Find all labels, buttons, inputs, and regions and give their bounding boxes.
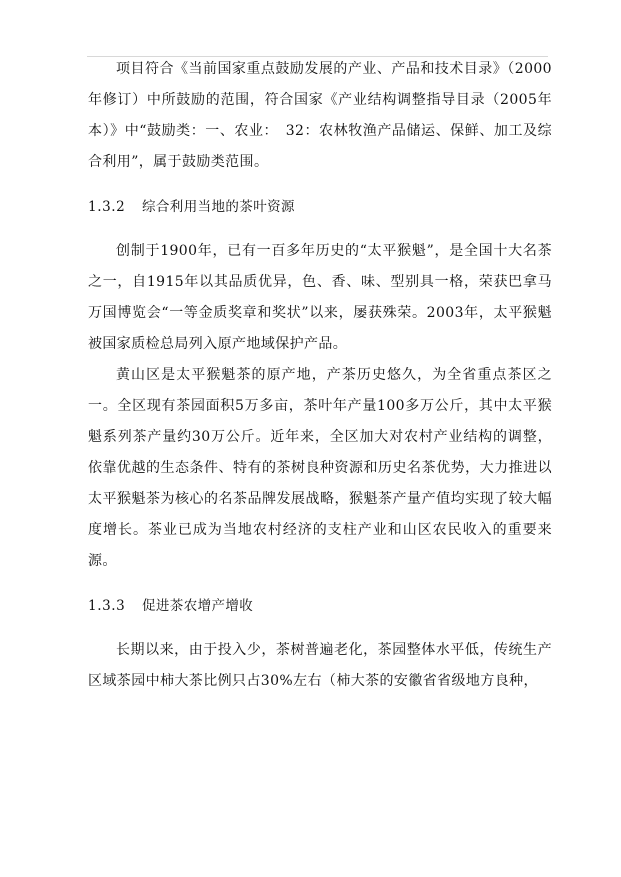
section-heading-1-3-3 [88,591,552,621]
section-heading-1-3-2 [88,192,552,222]
body-paragraph: 黄山区是太平猴魁茶的原产地，产茶历史悠久，为全省重点茶区之一。全区现有茶园面积5万多亩，茶叶年产量100多万公斤，其中太平猴魁系列茶产量约30万公斤。近年来，全区加大对农村产业结构的调整，依靠优越的生态条件、特有的茶树良种资源和历史名茶优势，大力推进以太平猴魁茶为核心的名茶品牌发展战略，猴魁茶产量产值均实现了较大幅度增长。茶业已成为当地农村经济的支柱产业和山区农民收入的重要来源。 [88,367,552,569]
section-number: 1.3.2 [88,199,126,215]
document-body [88,54,552,697]
section-title: 综合利用当地的茶叶资源 [142,199,295,215]
section-number: 1.3.3 [88,598,126,614]
intro-paragraph: 项目符合《当前国家重点鼓励发展的产业、产品和技术目录》（2000年修订）中所鼓励的范围，符合国家《产业结构调整指导目录（2005年本）》中“鼓励类：一、农业： 32：农林牧渔产品储运、保鲜、加工及综合利用”，属于鼓励类范围。 [88,61,552,170]
body-paragraph: 长期以来，由于投入少，茶树普遍老化，茶园整体水平低，传统生产区域茶园中柿大茶比例只占30%左右（柿大茶的安徽省省级地方良种， [88,642,552,689]
section-title: 促进茶农增产增收 [142,598,254,614]
body-paragraph: 创制于1900年，已有一百多年历史的“太平猴魁”，是全国十大名茶之一，自1915年以其品质优异，色、香、味、型别具一格，荣获巴拿马万国博览会“一等金质奖章和奖状”以来，屡获殊荣。2003年，太平猴魁被国家质检总局列入原产地域保护产品。 [88,243,552,352]
